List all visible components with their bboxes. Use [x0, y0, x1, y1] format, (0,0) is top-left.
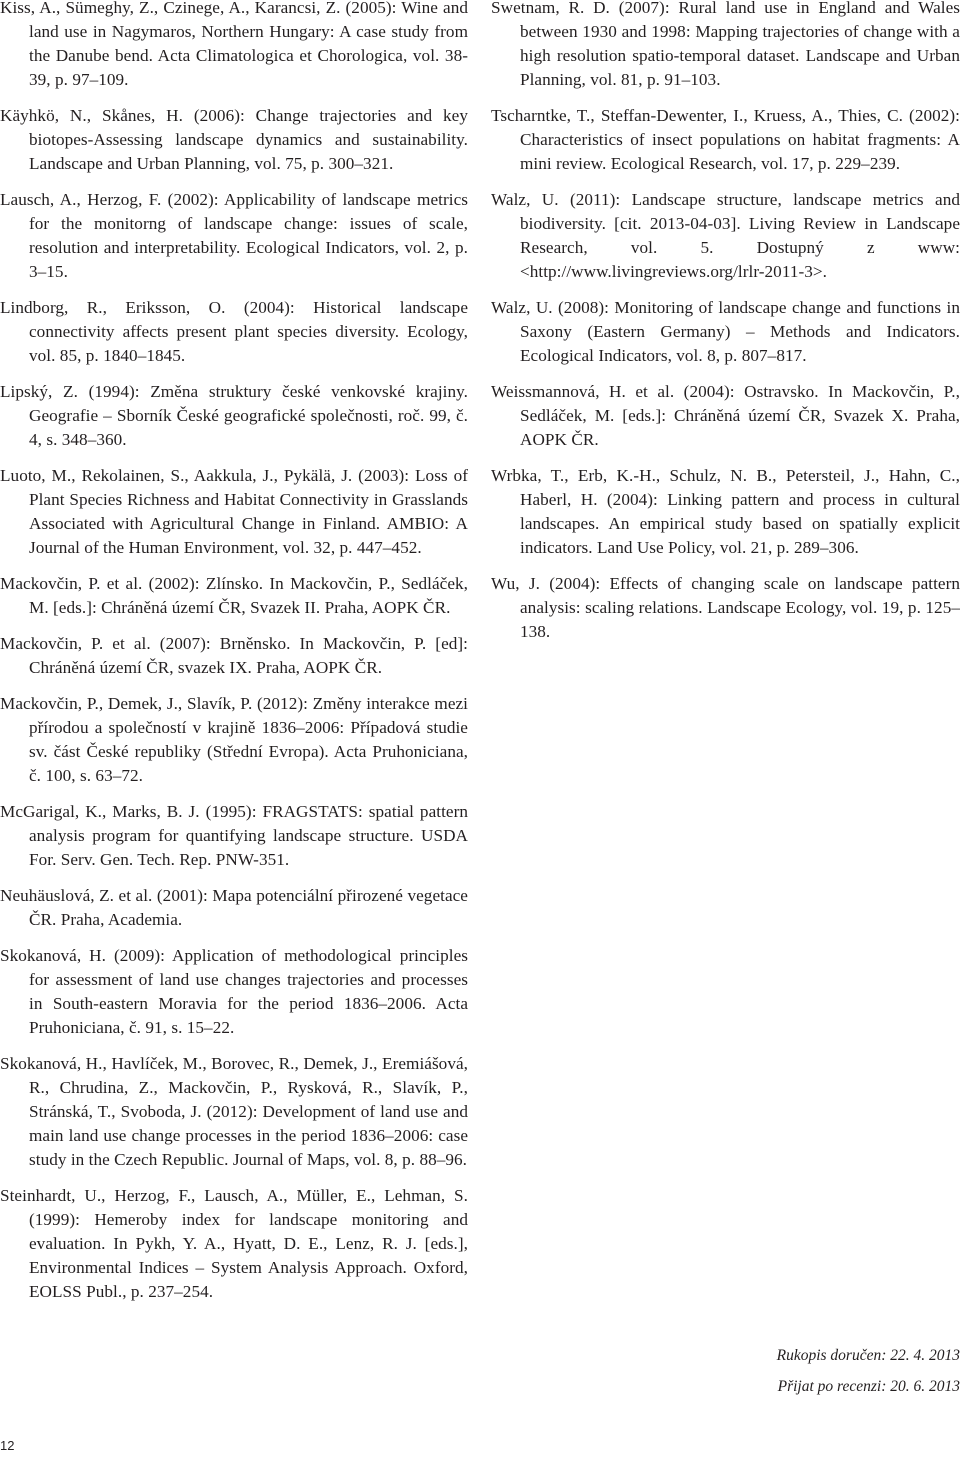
reference-entry: Weissmannová, H. et al. (2004): Ostravsko. In Mackovčin, P., Sedláček, M. [eds.]: Chráněná území ČR, Svazek X. Praha, AOPK ČR.: [491, 382, 960, 449]
reference-entry: Lindborg, R., Eriksson, O. (2004): Historical landscape connectivity affects present plant species diversity. Ecology, vol. 85, p. 1840–1845.: [0, 298, 468, 365]
reference-entry: Tscharntke, T., Steffan-Dewenter, I., Kruess, A., Thies, C. (2002): Characteristics of insect populations on habitat fragments: A mini review. Ecological Research, vol. 17, p. 229–239.: [491, 106, 960, 173]
reference-entry: Neuhäuslová, Z. et al. (2001): Mapa potenciální přirozené vegetace ČR. Praha, Academia.: [0, 886, 468, 929]
reference-entry: Kiss, A., Sümeghy, Z., Czinege, A., Karancsi, Z. (2005): Wine and land use in Nagymaros, Northern Hungary: A case study from the Danube bend. Acta Climatologica et Chorologica, vol. 38-39, p. 97–109.: [0, 0, 468, 89]
reference-entry: Mackovčin, P. et al. (2002): Zlínsko. In Mackovčin, P., Sedláček, M. [eds.]: Chráněná území ČR, Svazek II. Praha, AOPK ČR.: [0, 574, 468, 617]
reference-entry: Skokanová, H., Havlíček, M., Borovec, R., Demek, J., Eremiášová, R., Chrudina, Z., Mackovčin, P., Rysková, R., Slavík, P., Stránská, T., Svoboda, J. (2012): Development of land use and main land use change processes in the period 1836–2006: case study in the Czech Republic. Journal of Maps, vol. 8, p. 88–96.: [0, 1054, 468, 1169]
reference-entry: Lausch, A., Herzog, F. (2002): Applicability of landscape metrics for the monitorng of landscape change: issues of scale, resolution and interpretability. Ecological Indicators, vol. 2, p. 3–15.: [0, 190, 468, 281]
reference-entry: Walz, U. (2008): Monitoring of landscape change and functions in Saxony (Eastern Germany) – Methods and Indicators. Ecological Indicators, vol. 8, p. 807–817.: [491, 298, 960, 365]
references-column-right: [491, 0, 960, 656]
reference-entry: Lipský, Z. (1994): Změna struktury české venkovské krajiny. Geografie – Sborník České geografické společnosti, roč. 99, č. 4, s. 348–360.: [0, 382, 468, 449]
reference-entry: Steinhardt, U., Herzog, F., Lausch, A., Müller, E., Lehman, S. (1999): Hemeroby index for landscape monitoring and evaluation. In Pykh, Y. A., Hyatt, D. E., Lenz, R. J. [eds.], Environmental Indices – System Analysis Approach. Oxford, EOLSS Publ., p. 237–254.: [0, 1186, 468, 1301]
reference-entry: Mackovčin, P. et al. (2007): Brněnsko. In Mackovčin, P. [ed]: Chráněná území ČR, svazek IX. Praha, AOPK ČR.: [0, 634, 468, 677]
reference-entry: Swetnam, R. D. (2007): Rural land use in England and Wales between 1930 and 1998: Mapping trajectories of change with a high resolution spatio-temporal dataset. Landscape and Urban Planning, vol. 81, p. 91–103.: [491, 0, 960, 89]
reference-entry: Luoto, M., Rekolainen, S., Aakkula, J., Pykälä, J. (2003): Loss of Plant Species Richness and Habitat Connectivity in Grasslands Associated with Agricultural Change in Finland. AMBIO: A Journal of the Human Environment, vol. 32, p. 447–452.: [0, 466, 468, 557]
references-column-left: [0, 0, 468, 1316]
reference-entry: Walz, U. (2011): Landscape structure, landscape metrics and biodiversity. [cit. 2013-04-03]. Living Review in Landscape Research, vol. 5. Dostupný z www: <http://www.livingreviews.org/lrlr-2011-3>.: [491, 190, 960, 281]
reference-entry: Skokanová, H. (2009): Application of methodological principles for assessment of land use changes trajectories and processes in South-eastern Moravia for the period 1836–2006. Acta Pruhoniciana, č. 91, s. 15–22.: [0, 946, 468, 1037]
manuscript-received-date: Rukopis doručen: 22. 4. 2013: [776, 1347, 960, 1364]
reference-entry: Wu, J. (2004): Effects of changing scale on landscape pattern analysis: scaling relations. Landscape Ecology, vol. 19, p. 125–138.: [491, 574, 960, 641]
reference-entry: McGarigal, K., Marks, B. J. (1995): FRAGSTATS: spatial pattern analysis program for quantifying landscape structure. USDA For. Serv. Gen. Tech. Rep. PNW-351.: [0, 802, 468, 869]
reference-entry: Wrbka, T., Erb, K.-H., Schulz, N. B., Petersteil, J., Hahn, C., Haberl, H. (2004): Linking pattern and process in cultural landscapes. An empirical study based on spatially explicit indicators. Land Use Policy, vol. 21, p. 289–306.: [491, 466, 960, 557]
page-number: 12: [0, 1438, 15, 1453]
accepted-after-review-date: Přijat po recenzi: 20. 6. 2013: [777, 1378, 960, 1395]
reference-entry: Mackovčin, P., Demek, J., Slavík, P. (2012): Změny interakce mezi přírodou a společností v krajině 1836–2006: Případová studie sv. část České republiky (Střední Evropa). Acta Pruhoniciana, č. 100, s. 63–72.: [0, 694, 468, 785]
reference-entry: Käyhkö, N., Skånes, H. (2006): Change trajectories and key biotopes-Assessing landscape dynamics and sustainability. Landscape and Urban Planning, vol. 75, p. 300–321.: [0, 106, 468, 173]
